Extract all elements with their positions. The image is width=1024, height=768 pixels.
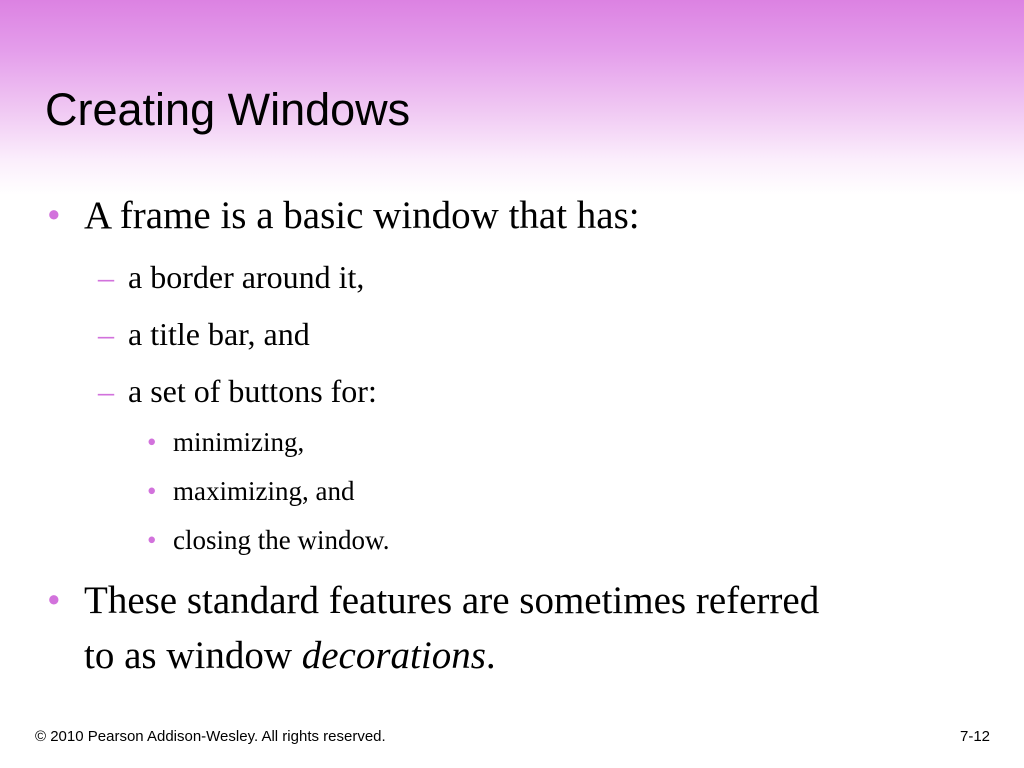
bullet-marker: • xyxy=(147,427,157,457)
bullet-marker: • xyxy=(47,579,61,622)
bullet-decorations-line2 xyxy=(84,630,496,682)
slide-title: Creating Windows xyxy=(45,84,411,135)
decorations-prefix: to as window xyxy=(84,634,302,677)
footer-copyright: © 2010 Pearson Addison-Wesley. All rights reserved. xyxy=(35,728,386,745)
sub-bullet-border: a border around it, xyxy=(128,259,365,295)
bullet-marker: • xyxy=(147,476,157,506)
footer-page-number: 7-12 xyxy=(960,728,991,745)
sub-sub-bullet-minimizing: minimizing, xyxy=(173,427,305,457)
decorations-term: decorations xyxy=(301,634,486,677)
sub-bullet-buttons: a set of buttons for: xyxy=(128,373,377,409)
sub-sub-bullet-maximizing: maximizing, and xyxy=(173,476,355,506)
bullet-decorations-line1: These standard features are sometimes referred xyxy=(84,579,820,622)
dash-marker: – xyxy=(98,316,114,352)
sub-sub-bullet-closing: closing the window. xyxy=(173,525,390,555)
bullet-marker: • xyxy=(47,194,61,237)
dash-marker: – xyxy=(98,259,114,295)
decorations-suffix: . xyxy=(485,634,496,677)
sub-bullet-title-bar: a title bar, and xyxy=(128,316,310,352)
bullet-frame-definition: A frame is a basic window that has: xyxy=(84,194,640,237)
dash-marker: – xyxy=(98,373,114,409)
bullet-marker: • xyxy=(147,525,157,555)
